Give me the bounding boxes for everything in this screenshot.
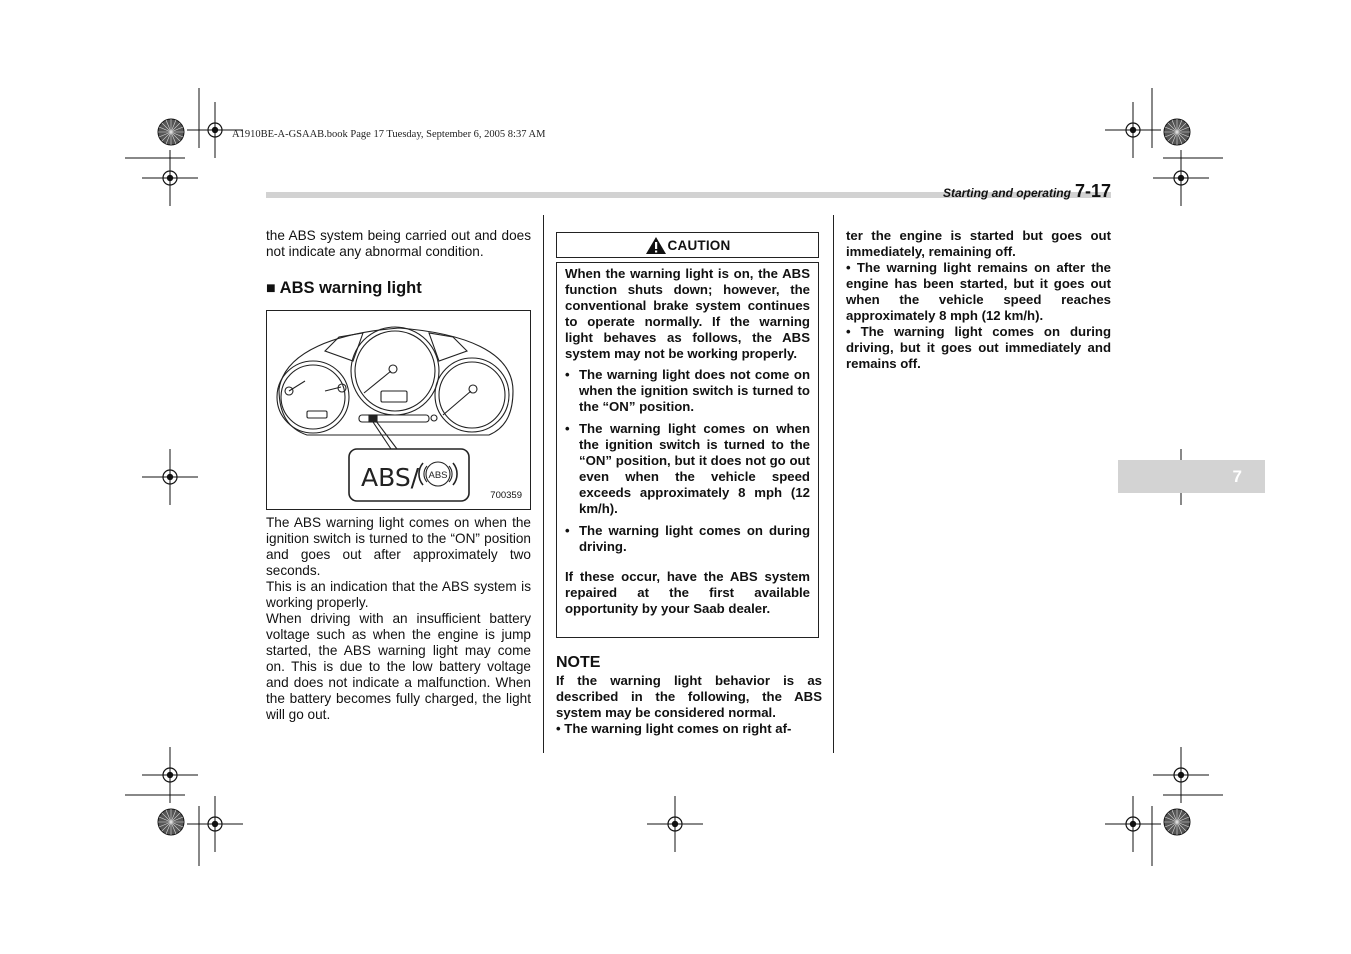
list-item: • The warning light comes on when the ignition switch is turned to the “ON” position, but it does not go out even when the vehicle speed exceeds approximately 8 mph (12 km/h).	[565, 421, 810, 516]
page-number: 7-17	[1074, 181, 1111, 201]
paragraph: This is an indication that the ABS system is working properly.	[266, 579, 531, 610]
column-divider	[543, 215, 544, 753]
list-item: • The warning light does not come on when the ignition switch is turned to the “ON” position.	[565, 367, 810, 414]
note-text: If the warning light behavior is as described in the following, the ABS system may be considered normal. • The warning light comes on right af-	[556, 673, 822, 736]
caution-list	[565, 367, 810, 555]
callout-abs-text: ABS/	[361, 463, 420, 492]
list-item: • The warning light comes on during driving, but it goes out immediately and remains off.	[846, 324, 1112, 371]
body-text	[266, 515, 531, 723]
note-heading: NOTE	[556, 654, 601, 671]
instrument-cluster-illustration	[267, 311, 530, 509]
warning-triangle-icon	[645, 236, 667, 255]
chapter-tab: 7	[1118, 460, 1265, 493]
header-section-title: Starting and operating	[942, 186, 1071, 200]
instrument-cluster-figure	[266, 310, 531, 510]
paragraph: ter the engine is started but goes out immediately, remaining off.	[846, 228, 1111, 259]
figure-code: 700359	[490, 490, 522, 501]
page-header	[943, 181, 1111, 202]
caution-intro: When the warning light is on, the ABS function shuts down; however, the conventional brake system continues to operate normally. If the warning light behaves as follows, the ABS system may not be working properly.	[565, 266, 810, 361]
square-bullet-icon: ■	[266, 280, 276, 297]
paragraph: The ABS warning light comes on when the ignition switch is turned to the “ON” position and goes out after approximately two seconds.	[266, 515, 531, 578]
caution-heading-box	[556, 232, 819, 258]
intro-paragraph: the ABS system being carried out and does not indicate any abnormal condition.	[266, 228, 531, 259]
list-item: • The warning light comes on during driving.	[565, 523, 810, 554]
caution-closing: If these occur, have the ABS system repaired at the first available opportunity by your Saab dealer.	[565, 569, 810, 616]
paragraph: When driving with an insufficient battery voltage such as when the engine is jump started, the ABS warning light may come on. This is due to the low battery voltage and does not indicate a malfunction. When the battery becomes fully charged, the light will go out.	[266, 611, 531, 722]
caution-box	[556, 262, 819, 638]
bullet-icon: •	[556, 721, 565, 736]
column-divider	[833, 215, 834, 753]
file-info-line: A1910BE-A-GSAAB.book Page 17 Tuesday, September 6, 2005 8:37 AM	[232, 129, 546, 140]
section-heading: ■ ABS warning light	[266, 279, 422, 297]
caution-heading: CAUTION	[667, 237, 731, 253]
list-item: • The warning light remains on after the engine has been started, but it goes out when the vehicle speed reaches approximately 8 mph (12 km/h).	[846, 260, 1112, 323]
abs-icon-text: ABS	[428, 470, 448, 481]
right-column-text	[846, 228, 1111, 372]
